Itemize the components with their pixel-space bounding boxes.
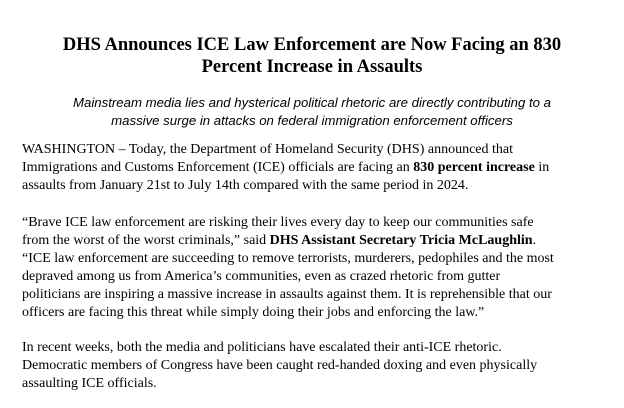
paragraph-line: “Brave ICE law enforcement are risking their lives every day to keep our communities safe (22, 215, 534, 230)
paragraph-context (22, 339, 606, 393)
paragraph-text: . (532, 233, 537, 248)
paragraph-line: WASHINGTON – Today, the Department of Homeland Security (DHS) announced that (22, 142, 513, 157)
paragraph-line (22, 232, 606, 250)
paragraph-line: Democratic members of Congress have been caught red-handed doxing and even physically (22, 358, 538, 373)
paragraph-line: “ICE law enforcement are succeeding to remove terrorists, murderers, pedophiles and the most (22, 251, 554, 266)
title-line-1: DHS Announces ICE Law Enforcement are Now Facing an 830 (62, 35, 562, 55)
paragraph-line: assaulting ICE officials. (22, 376, 157, 391)
paragraph-line (22, 159, 606, 177)
subtitle-line-2: massive surge in attacks on federal immigration enforcement officers (111, 113, 513, 128)
paragraph-announcement (22, 141, 606, 195)
paragraph-text: in (534, 160, 550, 175)
paragraph-line: depraved among us from America’s communities, even as crazed rhetoric from gutter (22, 269, 501, 284)
title-line-2: Percent Increase in Assaults (201, 57, 423, 77)
paragraph-line: politicians are inspiring a massive increase in assaults against them. It is reprehensible that our (22, 287, 552, 302)
bold-statistic: 830 percent increase (413, 160, 535, 175)
paragraph-text: Immigrations and Customs Enforcement (ICE) officials are facing an (22, 160, 414, 175)
page-title (20, 34, 604, 78)
paragraph-line: officers are facing this threat while simply doing their jobs and enforcing the law.” (22, 305, 485, 320)
paragraph-quote (22, 214, 606, 322)
paragraph-text: from the worst of the worst criminals,” said (22, 233, 270, 248)
paragraph-line: In recent weeks, both the media and politicians have escalated their anti-ICE rhetoric. (22, 340, 502, 355)
subtitle-line-1: Mainstream media lies and hysterical political rhetoric are directly contributing to a (73, 95, 551, 110)
page-subtitle (20, 94, 604, 130)
bold-speaker-name: DHS Assistant Secretary Tricia McLaughlin (269, 233, 533, 248)
paragraph-line: assaults from January 21st to July 14th compared with the same period in 2024. (22, 178, 469, 193)
